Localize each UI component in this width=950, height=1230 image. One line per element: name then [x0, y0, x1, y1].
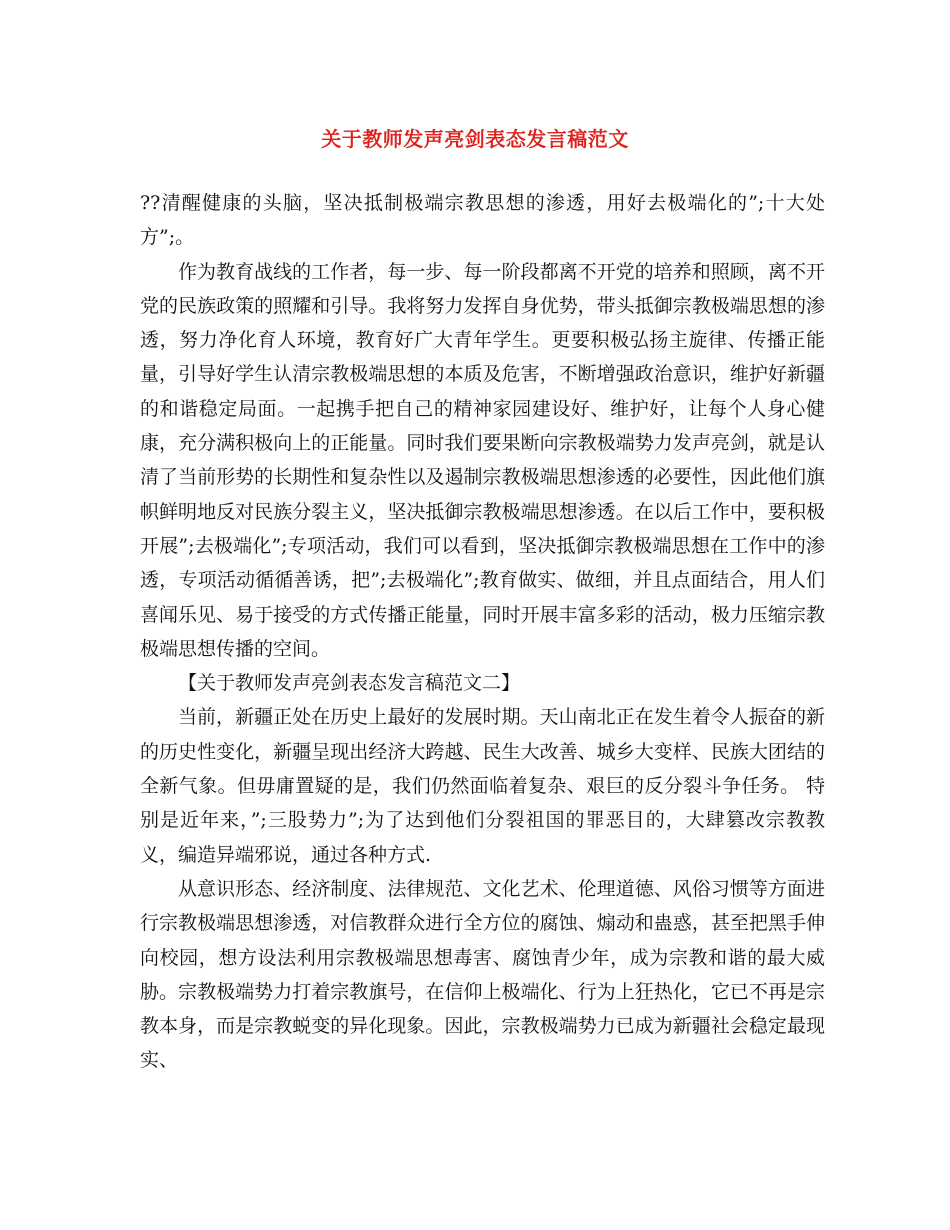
paragraph-4: 从意识形态、经济制度、法律规范、文化艺术、伦理道德、风俗习惯等方面进行宗教极端思想渗透，对信教群众进行全方位的腐蚀、煽动和蛊惑，甚至把黑手伸向校园，想方设法利用宗教极端思想毒害、腐蚀青少年，成为宗教和谐的最大威胁。宗教极端势力打着宗教旗号，在信仰上极端化、行为上狂热化，它已不再是宗教本身，而是宗教蜕变的异化现象。因此，宗教极端势力已成为新疆社会稳定最现实、: [140, 877, 825, 1072]
section-heading: 【关于教师发声亮剑表态发言稿范文二】: [178, 672, 521, 695]
paragraph-2: 作为教育战线的工作者，每一步、每一阶段都离不开党的培养和照顾，离不开党的民族政策的照耀和引导。我将努力发挥自身优势，带头抵御宗教极端思想的渗透，努力净化育人环境，教育好广大青年学生。更要积极弘扬主旋律、传播正能量，引导好学生认清宗教极端思想的本质及危害，不断增强政治意识，维护好新疆的和谐稳定局面。一起携手把自己的精神家园建设好、维护好，让每个人身心健康，充分满积极向上的正能量。同时我们要果断向宗教极端势力发声亮剑，就是认清了当前形势的长期性和复杂性以及遏制宗教极端思想渗透的必要性，因此他们旗帜鲜明地反对民族分裂主义，坚决抵御宗教极端思想渗透。在以后工作中，要积极开展”;去极端化”;专项活动，我们可以看到，坚决抵御宗教极端思想在工作中的渗透，专项活动循循善诱，把”;去极端化”;教育做实、做细，并且点面结合，用人们喜闻乐见、易于接受的方式传播正能量，同时开展丰富多彩的活动，极力压缩宗教极端思想传播的空间。: [140, 260, 825, 660]
paragraph-3: 当前，新疆正处在历史上最好的发展时期。天山南北正在发生着令人振奋的新的历史性变化，新疆呈现出经济大跨越、民生大改善、城乡大变样、民族大团结的全新气象。但毋庸置疑的是，我们仍然面临着复杂、艰巨的反分裂斗争任务。 特别是近年来，”;三股势力”;为了达到他们分裂祖国的罪恶目的，大肆篡改宗教教义，编造异端邪说，通过各种方式.: [140, 706, 825, 866]
paragraph-1: ??清醒健康的头脑，坚决抵制极端宗教思想的渗透，用好去极端化的”;十大处方”;。: [140, 192, 825, 249]
document-body: [140, 186, 825, 1078]
document-title: 关于教师发声亮剑表态发言稿范文: [321, 127, 629, 151]
